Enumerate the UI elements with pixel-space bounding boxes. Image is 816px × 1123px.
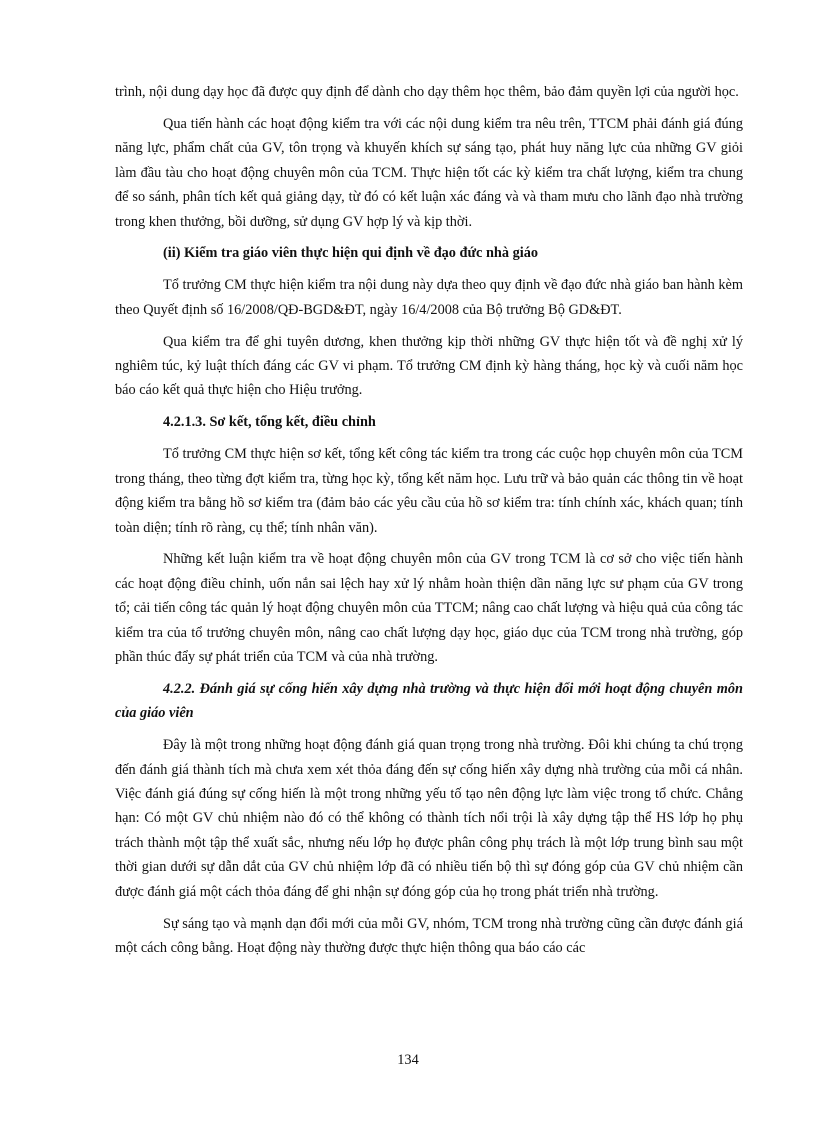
section-heading-ii: (ii) Kiểm tra giáo viên thực hiện qui định về đạo đức nhà giáo <box>163 245 539 262</box>
page-number: 134 <box>397 1052 419 1068</box>
paragraph: Sự sáng tạo và mạnh dạn đổi mới của mỗi GV, nhóm, TCM trong nhà trường cũng cần được đánh giá một cách công bằng. Hoạt động này thường được thực hiện thông qua báo cáo các <box>115 915 743 956</box>
paragraph: Tổ trưởng CM thực hiện sơ kết, tổng kết công tác kiểm tra trong các cuộc họp chuyên môn của TCM trong tháng, theo từng đợt kiểm tra, từng học kỳ, tổng kết năm học. Lưu trữ và bảo quản các thông tin về hoạt động kiểm tra bằng hồ sơ kiểm tra (đảm bảo các yêu cầu của hồ sơ kiểm tra: tính chính xác, khách quan; tính toàn diện; tính rõ ràng, cụ thể; tính nhân văn). <box>115 446 743 536</box>
section-heading-4-2-1-3: 4.2.1.3. Sơ kết, tổng kết, điều chỉnh <box>163 414 376 431</box>
document-page <box>115 80 743 968</box>
paragraph: Những kết luận kiểm tra về hoạt động chuyên môn của GV trong TCM là cơ sở cho việc tiến hành các hoạt động điều chỉnh, uốn nắn sai lệch hay xử lý nhằm hoàn thiện dần năng lực sư phạm của GV trong tổ; cải tiến công tác quản lý hoạt động chuyên môn của TTCM; nâng cao chất lượng và hiệu quả của công tác kiểm tra của tổ trưởng chuyên môn, nâng cao chất lượng dạy học, giáo dục của TCM trong nhà trường, góp phần thúc đẩy sự phát triển của TCM và của nhà trường. <box>115 551 743 666</box>
paragraph-continued: trình, nội dung dạy học đã được quy định để dành cho dạy thêm học thêm, bảo đảm quyền lợi của người học. <box>115 84 739 100</box>
paragraph: Đây là một trong những hoạt động đánh giá quan trọng trong nhà trường. Đôi khi chúng ta chú trọng đến đánh giá thành tích mà chưa xem xét thỏa đáng đến sự cống hiến xây dựng nhà trường của mỗi cá nhân. Việc đánh giá đúng sự cống hiến là một trong những yếu tố tạo nên động lực làm việc trong tổ chức. Chẳng hạn: Có một GV chủ nhiệm nào đó có thể không có thành tích nổi trội là xây dựng tập thể HS lớp họ phụ trách thành một tập thể xuất sắc, nhưng nếu lớp họ được phân công phụ trách là một lớp trung bình sau một thời gian dưới sự dẫn dắt của GV chủ nhiệm lớp đã có nhiều tiến bộ thì sự đóng góp của GV chủ nhiệm cần được đánh giá một cách thỏa đáng để ghi nhận sự đóng góp của họ trong phát triển nhà trường. <box>115 737 743 900</box>
paragraph: Qua tiến hành các hoạt động kiểm tra với các nội dung kiểm tra nêu trên, TTCM phải đánh giá đúng năng lực, phẩm chất của GV, tôn trọng và khuyến khích sự sáng tạo, phát huy năng lực của những GV giỏi làm đầu tàu cho hoạt động chuyên môn của TCM. Thực hiện tốt các kỳ kiểm tra chất lượng, kiểm tra chung để so sánh, phân tích kết quả giảng dạy, từ đó có kết luận xác đáng và và tham mưu cho lãnh đạo nhà trường trong khen thưởng, bồi dưỡng, sử dụng GV hợp lý và kịp thời. <box>115 115 743 230</box>
paragraph: Tổ trưởng CM thực hiện kiểm tra nội dung này dựa theo quy định về đạo đức nhà giáo ban hành kèm theo Quyết định số 16/2008/QĐ-BGD&ĐT, ngày 16/4/2008 của Bộ trưởng Bộ GD&ĐT. <box>115 277 743 318</box>
section-heading-4-2-2: 4.2.2. Đánh giá sự cống hiến xây dựng nhà trường và thực hiện đổi mới hoạt động chuyên môn của giáo viên <box>115 680 743 722</box>
paragraph: Qua kiểm tra để ghi tuyên dương, khen thưởng kịp thời những GV thực hiện tốt và đề nghị xử lý nghiêm túc, kỷ luật thích đáng các GV vi phạm. Tổ trưởng CM định kỳ hàng tháng, học kỳ và cuối năm học báo cáo kết quả thực hiện cho Hiệu trưởng. <box>115 333 743 399</box>
